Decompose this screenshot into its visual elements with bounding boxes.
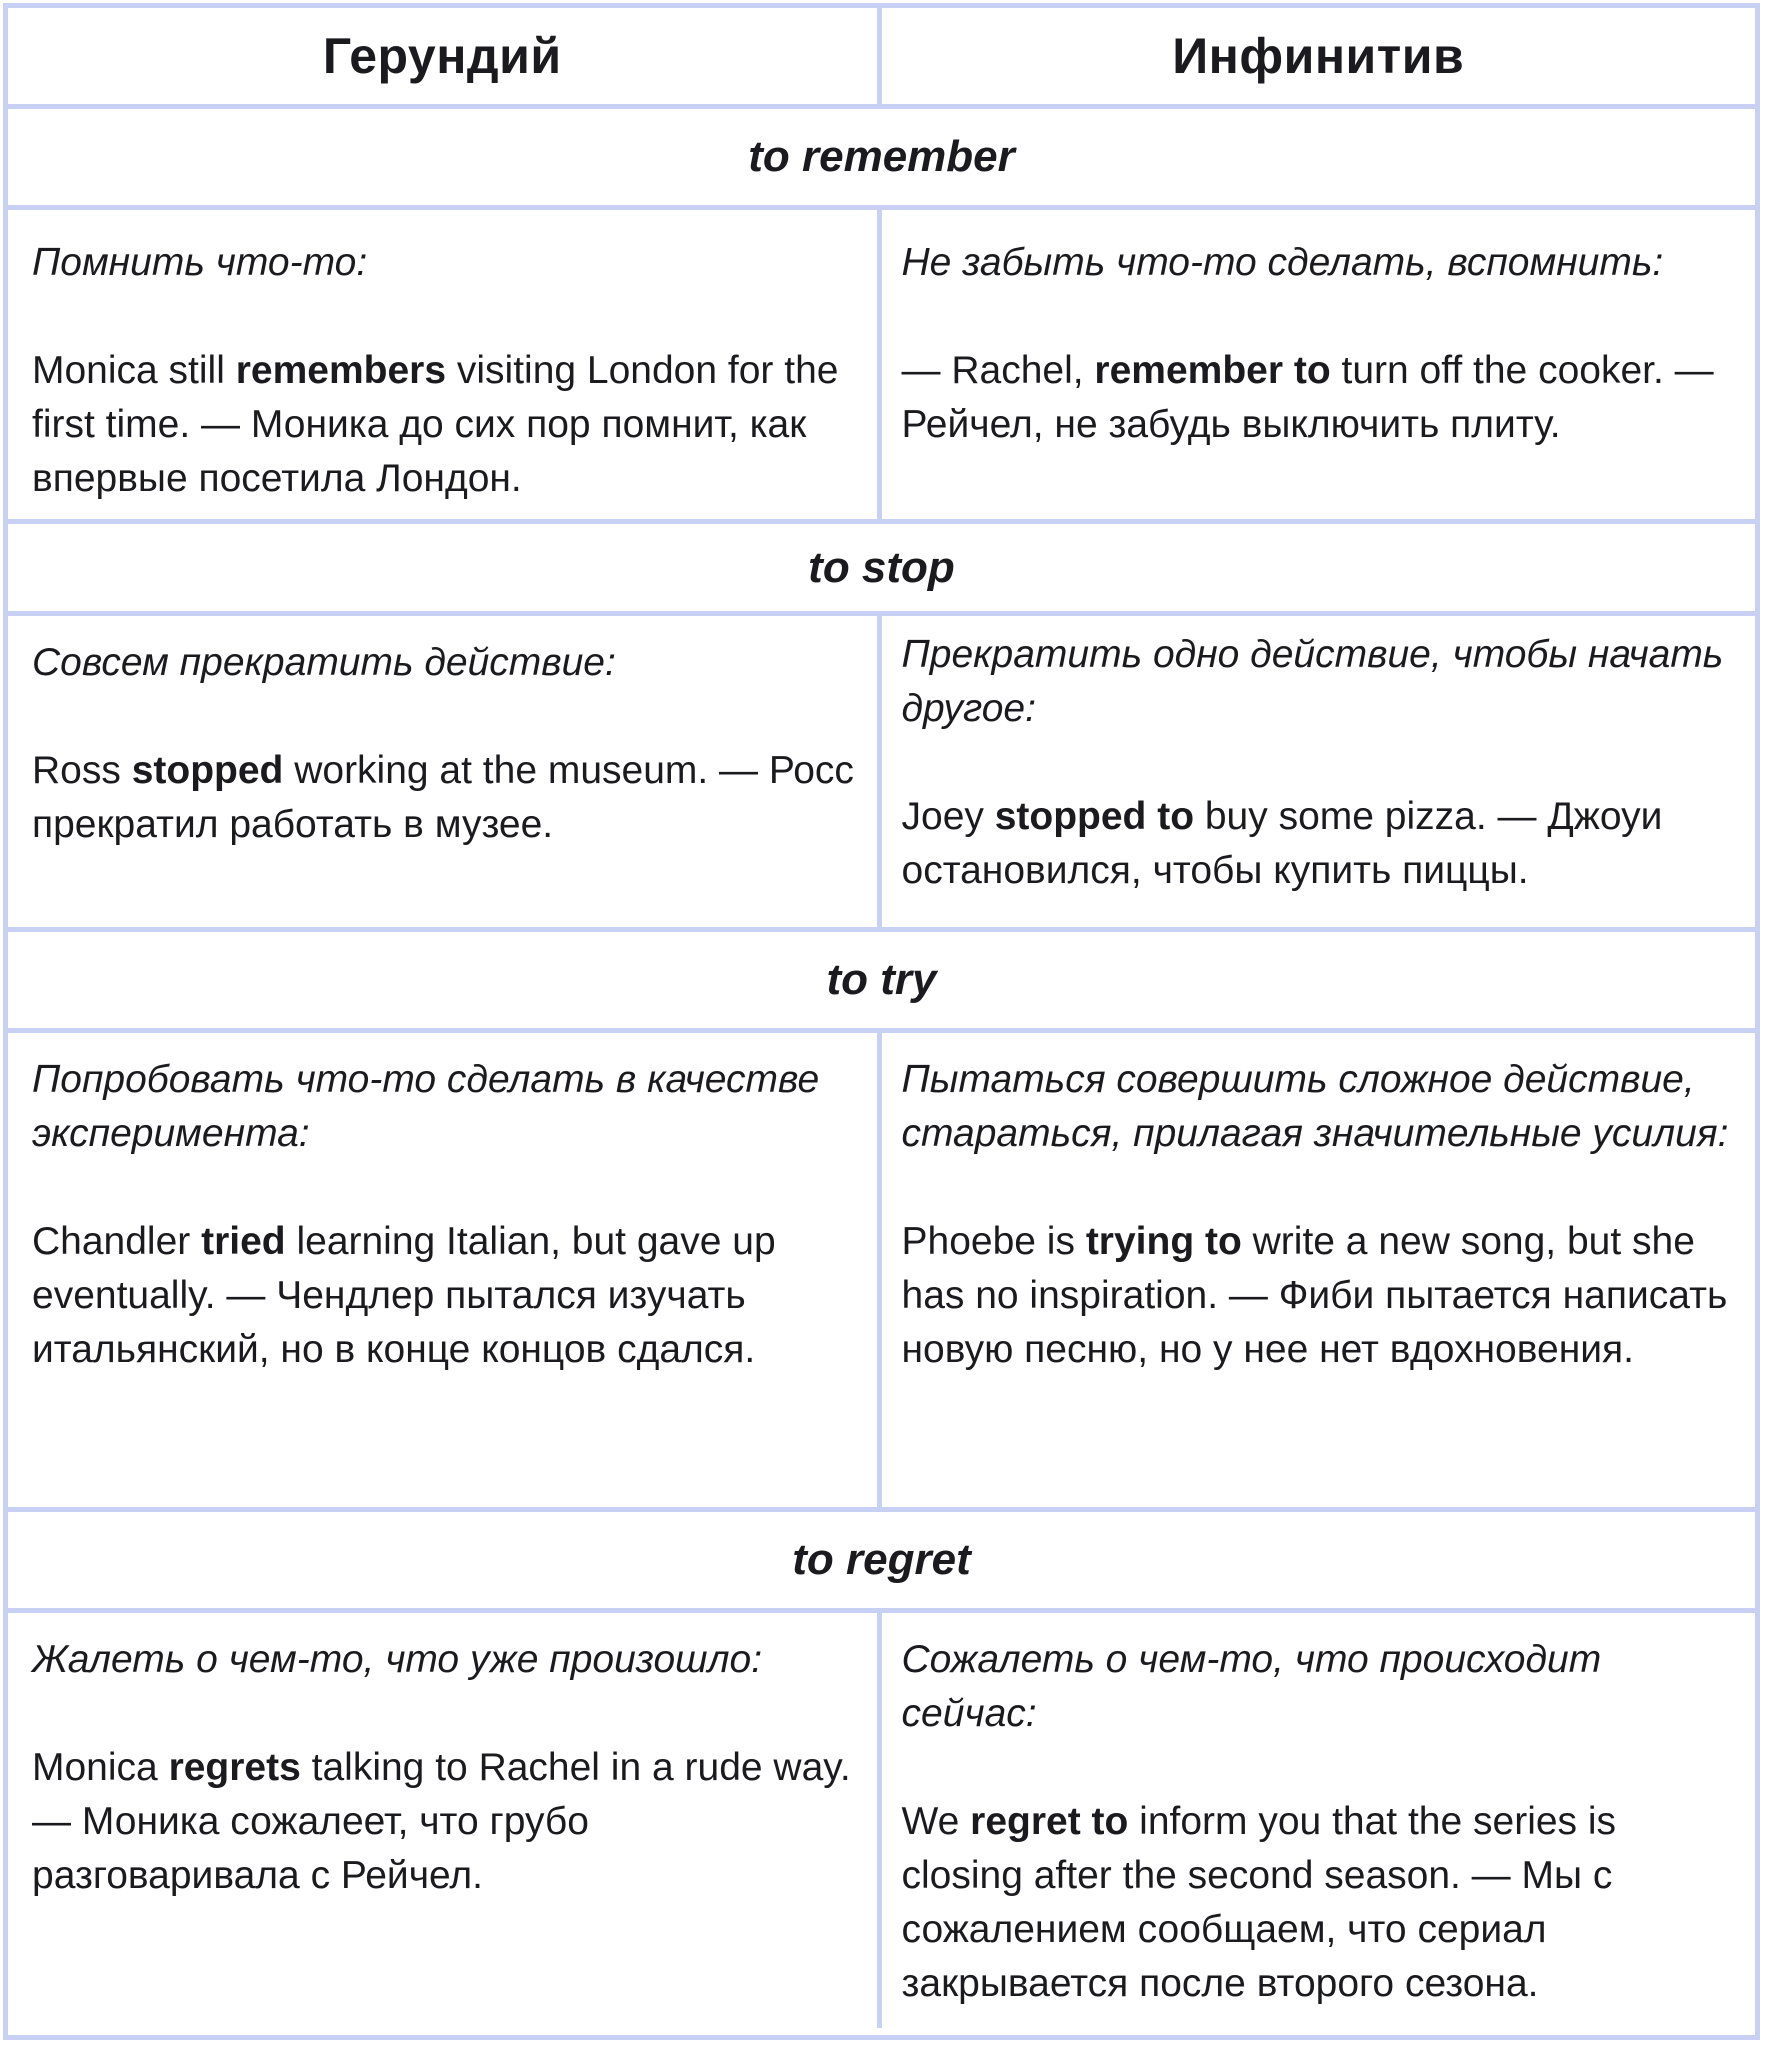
verb-heading: to regret [8,1512,1755,1613]
highlighted-verb: regret to [970,1800,1129,1843]
meaning-text: Совсем прекратить действие: [32,641,616,684]
meaning-text: Прекратить одно действие, чтобы начать другое: [901,633,1724,730]
highlighted-verb: remembers [235,349,447,392]
gerund-cell [8,1613,882,2028]
meaning-text: Помнить что-то: [32,241,368,284]
infinitive-cell [882,1613,1756,2028]
meaning-text: Попробовать что-то сделать в качестве эксперимента: [32,1058,820,1155]
gerund-cell [8,210,882,524]
highlighted-verb: regrets [168,1746,301,1789]
example-text: Chandler tried learning Italian, but gave up eventually. — Чендлер пытался изучать итальянский, но в конце концов сдался. [32,1220,776,1371]
infinitive-cell [882,1033,1756,1512]
verb-heading: to remember [8,109,1755,210]
gerund-infinitive-table [3,3,1760,2040]
meaning-text: Сожалеть о чем-то, что происходит сейчас: [901,1638,1602,1735]
example-text: — Rachel, remember to turn off the cooker. — Рейчел, не забудь выключить плиту. [901,349,1714,446]
meaning-text: Жалеть о чем-то, что уже произошло: [32,1638,763,1681]
example-text: Monica still remembers visiting London for the first time. — Моника до сих пор помнит, как впервые посетила Лондон. [32,349,839,500]
meaning-text: Пытаться совершить сложное действие, стараться, прилагая значительные усилия: [901,1058,1729,1155]
header-gerund: Герундий [8,8,882,109]
example-text: Joey stopped to buy some pizza. — Джоуи остановился, чтобы купить пиццы. [901,795,1663,892]
highlighted-verb: stopped [131,749,284,792]
example-text: Phoebe is trying to write a new song, but she has no inspiration. — Фиби пытается написать новую песню, но у нее нет вдохновения. [901,1220,1728,1371]
infinitive-cell [882,210,1756,524]
example-text: We regret to inform you that the series is closing after the second season. — Мы с сожалением сообщаем, что сериал закрывается после второго сезона. [901,1800,1617,2005]
verb-heading: to try [8,932,1755,1033]
highlighted-verb: trying to [1085,1220,1242,1263]
highlighted-verb: stopped to [994,795,1195,838]
header-infinitive: Инфинитив [882,8,1756,109]
highlighted-verb: tried [201,1220,286,1263]
example-text: Monica regrets talking to Rachel in a rude way. — Моника сожалеет, что грубо разговаривала с Рейчел. [32,1746,851,1897]
gerund-cell [8,1033,882,1512]
verb-heading: to stop [8,524,1755,616]
gerund-cell [8,616,882,932]
example-text: Ross stopped working at the museum. — Росс прекратил работать в музее. [32,749,854,846]
infinitive-cell [882,616,1756,932]
meaning-text: Не забыть что-то сделать, вспомнить: [901,241,1664,284]
highlighted-verb: remember to [1094,349,1331,392]
